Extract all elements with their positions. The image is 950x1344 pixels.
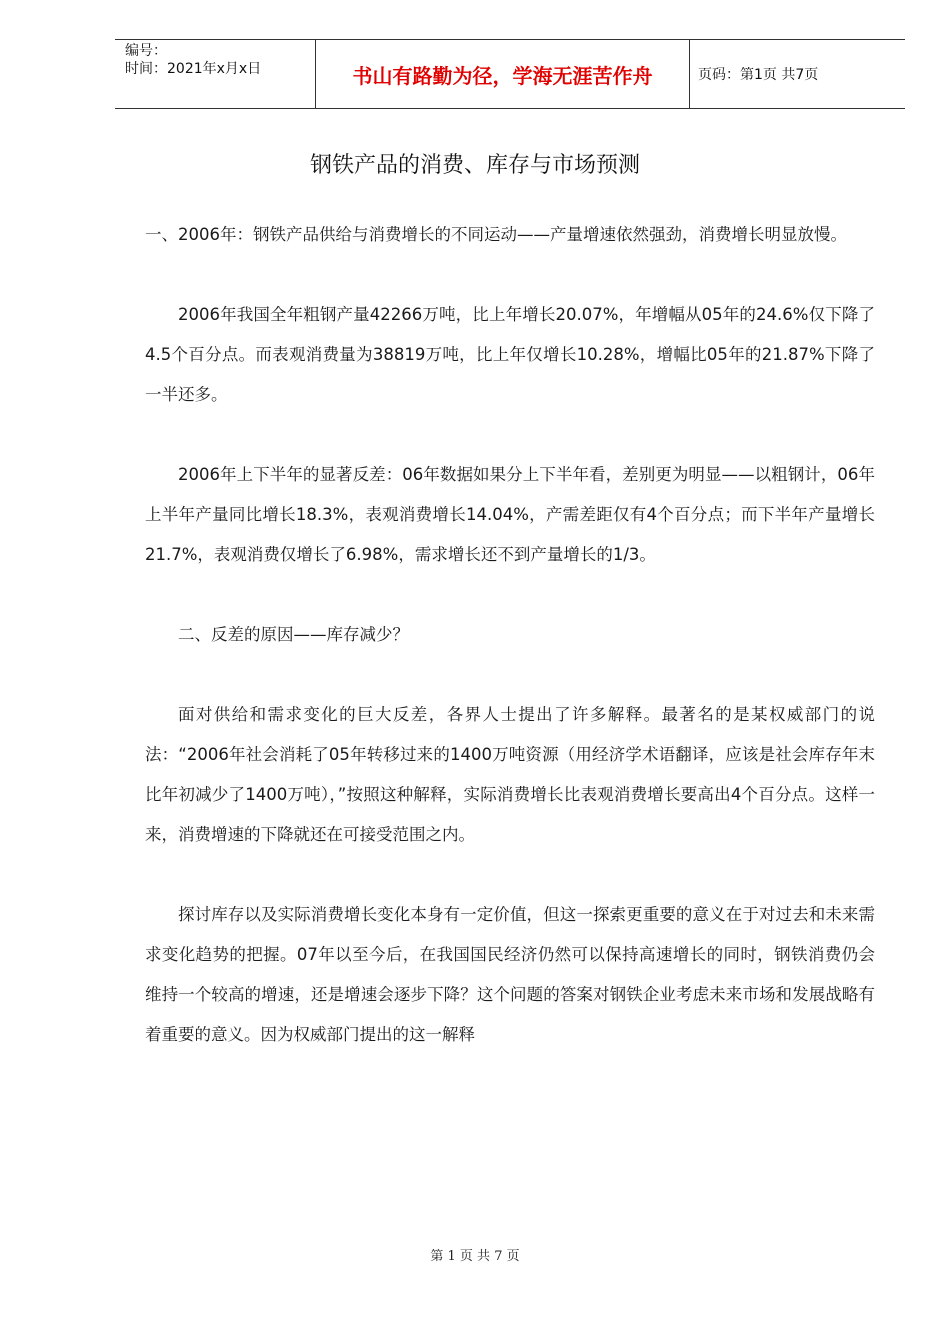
header-page-number: 页码：第1页 共7页	[698, 67, 819, 83]
header-motto: 书山有路勤为径，学海无涯苦作舟	[316, 40, 690, 108]
document-body	[145, 215, 875, 1095]
paragraph: 面对供给和需求变化的巨大反差，各界人士提出了许多解释。最著名的是某权威部门的说法：“2006年社会消耗了05年转移过来的1400万吨资源（用经济学术语翻译，应该是社会库存年末比年初减少了1400万吨），”按照这种解释，实际消费增长比表观消费增长要高出4个百分点。这样一来，消费增速的下降就还在可接受范围之内。	[145, 705, 875, 844]
paragraph: 2006年上下半年的显著反差：06年数据如果分上下半年看，差别更为明显——以粗钢计，06年上半年产量同比增长18.3%，表观消费增长14.04%，产需差距仅有4个百分点；而下半年产量增长21.7%，表观消费仅增长了6.98%，需求增长还不到产量增长的1/3。	[145, 465, 875, 564]
paragraph: 探讨库存以及实际消费增长变化本身有一定价值，但这一探索更重要的意义在于对过去和未来需求变化趋势的把握。07年以至今后，在我国国民经济仍然可以保持高速增长的同时，钢铁消费仍会维持一个较高的增速，还是增速会逐步下降？这个问题的答案对钢铁企业考虑未来市场和发展战略有着重要的意义。因为权威部门提出的这一解释	[145, 905, 875, 1044]
header-meta	[115, 40, 316, 108]
paragraph: 2006年我国全年粗钢产量42266万吨，比上年增长20.07%，年增幅从05年的24.6%仅下降了4.5个百分点。而表观消费量为38819万吨，比上年仅增长10.28%，增幅比05年的21.87%下降了一半还多。	[145, 305, 875, 404]
document-number-label: 编号：	[125, 43, 167, 59]
document-title: 钢铁产品的消费、库存与市场预测	[309, 153, 640, 178]
document-date-label: 时间：2021年x月x日	[125, 61, 262, 77]
page-footer: 第 1 页 共 7 页	[430, 1249, 520, 1264]
section-heading-1: 一、2006年：钢铁产品供给与消费增长的不同运动——产量增速依然强劲，消费增长明显放慢。	[145, 225, 847, 244]
section-heading-2: 二、反差的原因——库存减少？	[178, 625, 409, 644]
page-header	[115, 39, 905, 109]
